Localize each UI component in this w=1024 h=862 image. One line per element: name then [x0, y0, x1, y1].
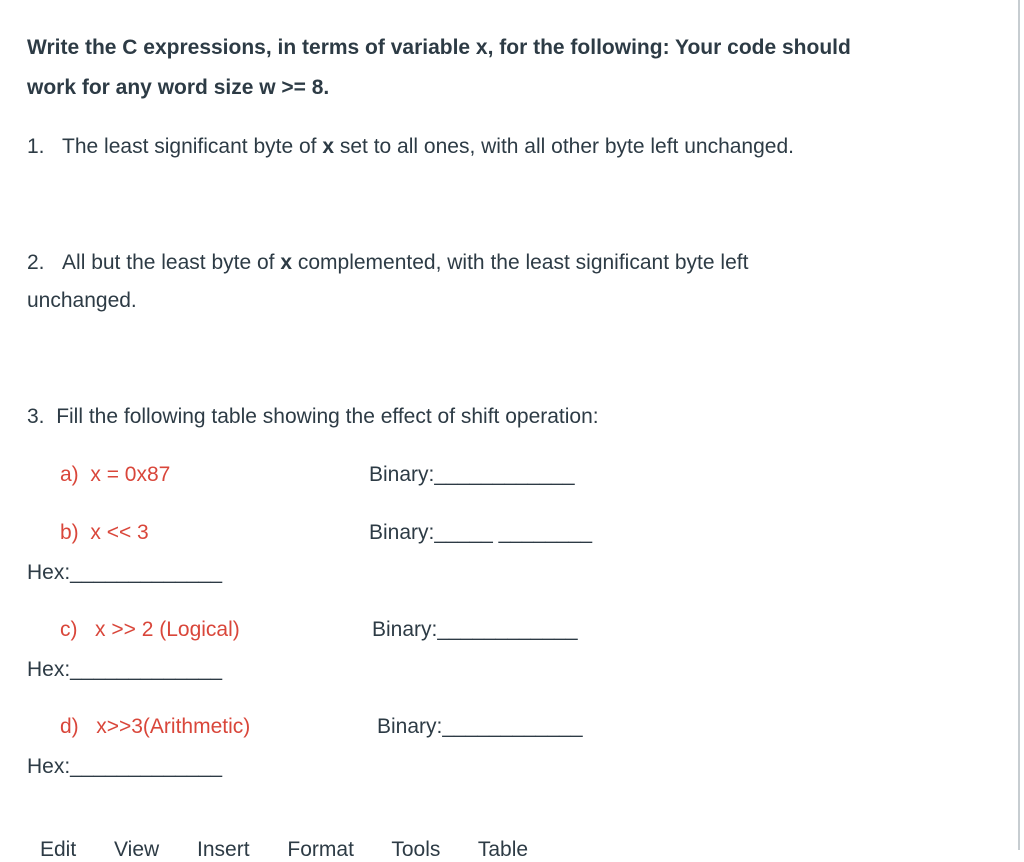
question-text: Fill the following table showing the effect of shift operation: — [56, 405, 599, 428]
menu-view[interactable]: View — [114, 838, 160, 861]
question-number: 3. — [27, 405, 45, 428]
question-number: 2. — [27, 251, 45, 274]
menu-edit[interactable]: Edit — [40, 838, 77, 861]
variable-name: x — [280, 251, 293, 274]
item-d-binary: Binary:____________ — [377, 715, 583, 738]
item-a-expression: a) x = 0x87 — [60, 463, 171, 486]
item-d-hex: Hex:_____________ — [27, 755, 223, 778]
item-c-hex: Hex:_____________ — [27, 658, 223, 681]
item-b-hex: Hex:_____________ — [27, 561, 223, 584]
question-text: The least significant byte of — [62, 135, 323, 158]
intro-line-1: Write the C expressions, in terms of variable x, for the following: Your code should — [27, 36, 851, 59]
question-3 — [27, 404, 599, 430]
variable-name: x — [322, 135, 335, 158]
question-number: 1. — [27, 135, 45, 158]
intro-line-2: work for any word size w >= 8. — [27, 76, 330, 99]
item-c-expression: c) x >> 2 (Logical) — [60, 618, 240, 641]
menu-format[interactable]: Format — [287, 838, 354, 861]
menu-insert[interactable]: Insert — [197, 838, 250, 861]
item-b-expression: b) x << 3 — [60, 521, 149, 544]
menu-table[interactable]: Table — [477, 838, 529, 861]
item-a-binary: Binary:____________ — [369, 463, 575, 486]
item-c-binary: Binary:____________ — [372, 618, 578, 641]
question-text: All but the least byte of — [62, 251, 281, 274]
question-2 — [27, 250, 748, 276]
question-1 — [27, 134, 794, 160]
question-2-line-2: unchanged. — [27, 289, 137, 312]
question-text: complemented, with the least significant byte left — [292, 251, 749, 274]
content-border — [1018, 0, 1020, 850]
question-text: set to all ones, with all other byte left unchanged. — [334, 135, 794, 158]
editor-menubar — [40, 838, 560, 862]
item-d-expression: d) x>>3(Arithmetic) — [60, 715, 251, 738]
item-b-binary: Binary:_____ ________ — [369, 521, 593, 544]
menu-tools[interactable]: Tools — [391, 838, 441, 861]
